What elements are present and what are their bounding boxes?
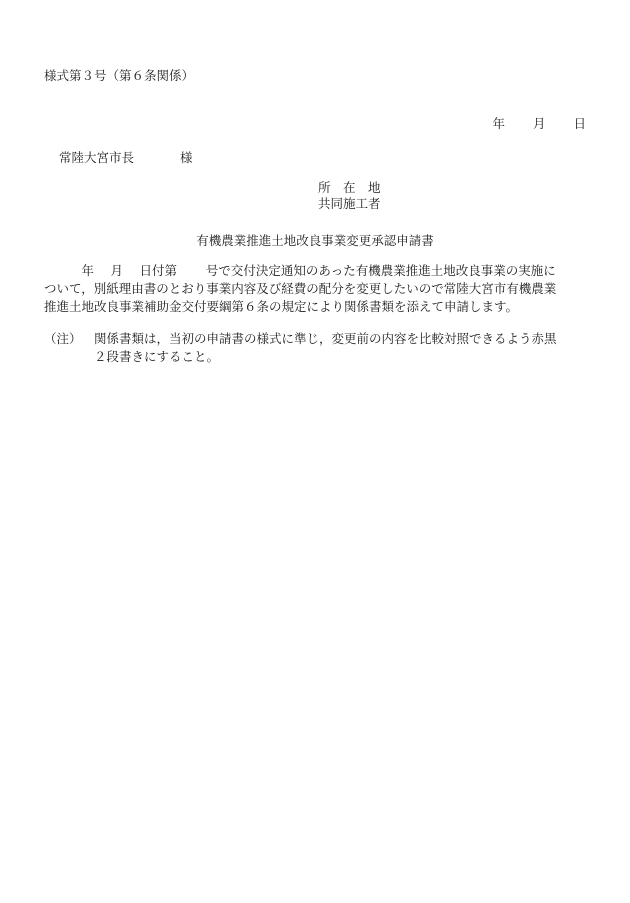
- applicant-address-label: 所 在 地: [318, 180, 381, 195]
- body-line: ついて，別紙理由書のとおり事業内容及び経費の配分を変更したいので常陸大宮市有機農業: [44, 281, 557, 296]
- applicant-block: [318, 180, 381, 212]
- addressee: [59, 148, 193, 166]
- date-month-label: 月: [532, 116, 546, 131]
- date-line: [492, 114, 586, 132]
- note-line: ２段書きにすること。: [94, 349, 220, 364]
- date-year-label: 年: [492, 116, 505, 131]
- addressee-honorific: 様: [180, 150, 193, 165]
- addressee-name: 常陸大宮市長: [59, 150, 135, 165]
- note-block: [44, 330, 589, 366]
- note-label: （注）: [44, 331, 82, 346]
- document-title: 有機農業推進土地改良事業変更承認申請書: [196, 233, 434, 248]
- date-day-label: 日: [573, 116, 586, 131]
- body-line: 推進土地改良事業補助金交付要綱第６条の規定により関係書類を添えて申請します。: [44, 299, 519, 314]
- body-line: 年 月 日付第 号で交付決定通知のあった有機農業推進土地改良事業の実施に: [44, 263, 556, 278]
- note-line: 関係書類は，当初の申請書の様式に準じ，変更前の内容を比較対照できるよう赤黒: [94, 331, 557, 346]
- applicant-name-label: 共同施工者: [318, 196, 381, 211]
- body-paragraph: [44, 262, 589, 316]
- form-number: 様式第３号（第６条関係）: [44, 68, 195, 83]
